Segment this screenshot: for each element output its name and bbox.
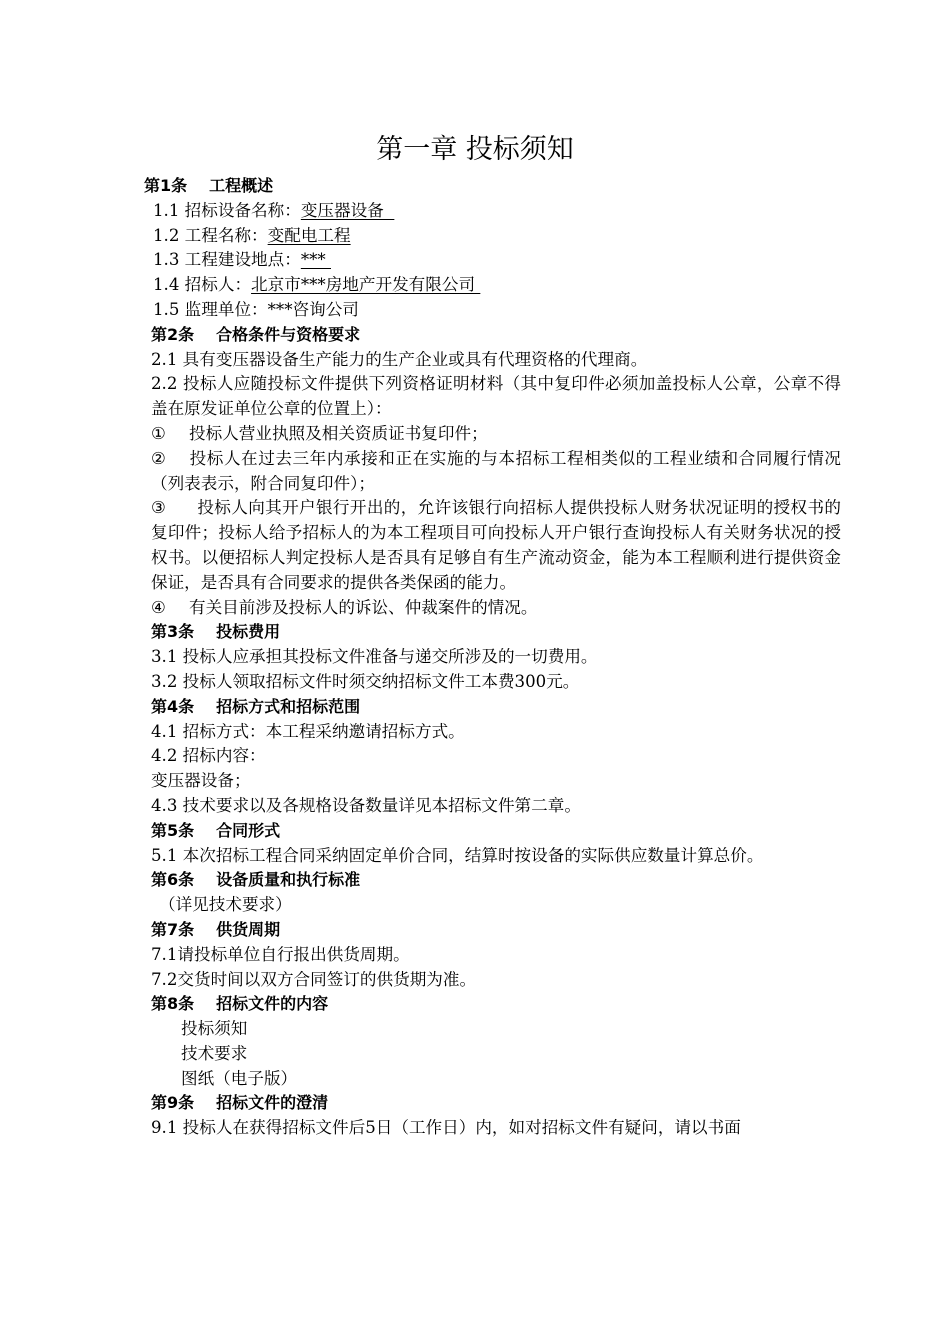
item-5-1: 5.1 本次招标工程合同采纳固定单价合同，结算时按设备的实际供应数量计算总价。 xyxy=(151,845,764,865)
chapter-title: 第一章 投标须知 xyxy=(376,134,574,165)
section-title: 设备质量和执行标准 xyxy=(216,870,361,890)
section-2-heading xyxy=(151,323,841,348)
section-3-heading xyxy=(151,620,841,645)
item-label: 1.2 工程名称： xyxy=(153,225,268,245)
section-number: 第3条 xyxy=(151,622,195,642)
list-item-4 xyxy=(151,596,841,621)
content-item: 投标须知 xyxy=(181,1019,248,1039)
list-item-1 xyxy=(151,422,841,447)
section-5-heading xyxy=(151,819,841,844)
item-7-2: 7.2交货时间以双方合同签订的供货期为准。 xyxy=(151,969,477,989)
item-label: 1.1 招标设备名称： xyxy=(153,200,301,220)
item-value: 变压器设备 xyxy=(300,200,395,220)
list-marker: ① xyxy=(151,423,166,443)
section-1-heading xyxy=(144,174,841,199)
list-text: 有关目前涉及投标人的诉讼、仲裁案件的情况。 xyxy=(189,597,538,617)
section-title: 合格条件与资格要求 xyxy=(216,324,361,344)
item-value: *** xyxy=(300,250,331,270)
item-1-2 xyxy=(151,224,841,249)
item-4-3: 4.3 技术要求以及各规格设备数量详见本招标文件第二章。 xyxy=(151,795,581,815)
section-title: 招标方式和招标范围 xyxy=(216,696,361,716)
section-title: 投标费用 xyxy=(216,622,281,642)
section-title: 招标文件的内容 xyxy=(216,994,329,1014)
list-text: 投标人向其开户银行开出的，允许该银行向招标人提供投标人财务状况证明的授权书的复印件；投标人给予招标人的为本工程项目可向投标人开户银行查询投标人有关财务状况的授权书。以便招标人判定投标人是否具有足够自有生产流动资金，能为本工程顺利进行提供资金保证，是否具有合同要求的提供各类保函的能力。 xyxy=(151,498,841,592)
item-3-1: 3.1 投标人应承担其投标文件准备与递交所涉及的一切费用。 xyxy=(151,647,598,667)
item-2-2: 2.2 投标人应随投标文件提供下列资格证明材料（其中复印件必须加盖投标人公章，公章不得盖在原发证单位公章的位置上）： xyxy=(151,374,841,419)
section-title: 招标文件的澄清 xyxy=(216,1093,329,1113)
item-6-note: （详见技术要求） xyxy=(159,895,292,915)
section-9-heading xyxy=(151,1091,841,1116)
list-marker: ③ xyxy=(151,498,166,518)
section-number: 第9条 xyxy=(151,1093,195,1113)
item-3-2: 3.2 投标人领取招标文件时须交纳招标文件工本费300元。 xyxy=(151,671,580,691)
section-title: 供货周期 xyxy=(216,919,281,939)
item-2-1: 2.1 具有变压器设备生产能力的生产企业或具有代理资格的代理商。 xyxy=(151,349,648,369)
section-number: 第7条 xyxy=(151,919,195,939)
list-text: 投标人营业执照及相关资质证书复印件； xyxy=(189,423,488,443)
item-label: 1.3 工程建设地点： xyxy=(153,250,301,270)
section-8-heading xyxy=(151,992,841,1017)
document-body xyxy=(144,174,841,1141)
section-number: 第6条 xyxy=(151,870,195,890)
content-item: 图纸（电子版） xyxy=(181,1068,298,1088)
item-9-1: 9.1 投标人在获得招标文件后5日（工作日）内，如对招标文件有疑问，请以书面 xyxy=(151,1118,741,1138)
section-number: 第1条 xyxy=(144,176,188,195)
item-1-1 xyxy=(151,199,841,224)
content-item: 技术要求 xyxy=(181,1043,248,1063)
section-title: 合同形式 xyxy=(216,820,281,840)
list-item-3 xyxy=(151,496,841,595)
item-1-5: 1.5 监理单位：***咨询公司 xyxy=(153,299,359,319)
list-text: 投标人在过去三年内承接和正在实施的与本招标工程相类似的工程业绩和合同履行情况（列表表示，附合同复印件）； xyxy=(151,448,841,493)
section-title: 工程概述 xyxy=(209,176,274,195)
item-label: 1.4 招标人： xyxy=(153,275,252,295)
item-4-1: 4.1 招标方式：本工程采纳邀请招标方式。 xyxy=(151,721,465,741)
section-4-heading xyxy=(151,695,841,720)
section-number: 第2条 xyxy=(151,324,195,344)
item-value: 变配电工程 xyxy=(267,225,351,245)
item-7-1: 7.1请投标单位自行报出供货周期。 xyxy=(151,944,410,964)
list-item-2 xyxy=(151,447,841,497)
item-4-2-content: 变压器设备； xyxy=(151,771,251,791)
item-4-2: 4.2 招标内容： xyxy=(151,746,266,766)
section-7-heading xyxy=(151,918,841,943)
list-marker: ④ xyxy=(151,597,166,617)
section-number: 第4条 xyxy=(151,696,195,716)
item-1-4 xyxy=(151,273,841,298)
section-6-heading xyxy=(151,868,841,893)
item-value: 北京市***房地产开发有限公司 xyxy=(251,275,481,295)
section-number: 第8条 xyxy=(151,994,195,1014)
section-number: 第5条 xyxy=(151,820,195,840)
item-1-3 xyxy=(151,248,841,273)
list-marker: ② xyxy=(151,448,166,468)
